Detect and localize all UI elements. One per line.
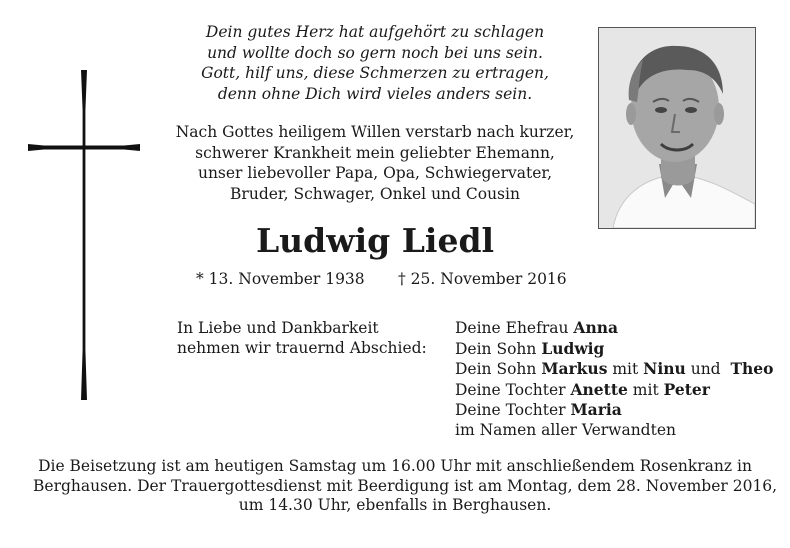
relation-text: Dein Sohn bbox=[455, 339, 542, 358]
connector-text: mit bbox=[627, 380, 664, 399]
connector-text: und bbox=[685, 360, 731, 378]
relative-name: Theo bbox=[730, 359, 774, 378]
relative-name: Peter bbox=[663, 379, 710, 399]
relative-name: Anna bbox=[573, 318, 619, 337]
family-line: im Namen aller Verwandten bbox=[455, 420, 676, 439]
announcement-line: Nach Gottes heiligem Willen verstarb nach kurzer, bbox=[175, 123, 575, 141]
service-line: Die Beisetzung ist am heutigen Samstag um 16.00 Uhr mit anschließendem Rosenkranz in bbox=[38, 457, 752, 475]
announcement-line: unser liebevoller Papa, Opa, Schwiegervater, bbox=[197, 164, 553, 182]
farewell-line: In Liebe und Dankbarkeit bbox=[177, 319, 379, 337]
death-announcement bbox=[160, 122, 590, 204]
relation-text: Dein Sohn bbox=[455, 360, 542, 378]
cross-icon bbox=[28, 70, 140, 400]
verse-line: denn ohne Dich wird vieles anders sein. bbox=[217, 84, 533, 103]
farewell-text bbox=[177, 318, 427, 358]
relative-name: Maria bbox=[570, 400, 622, 419]
service-line: Berghausen. Der Trauergottesdienst mit Beerdigung ist am Montag, dem 28. November 2016, bbox=[33, 476, 778, 495]
farewell-line: nehmen wir trauernd Abschied: bbox=[177, 339, 427, 357]
death-date: † 25. November 2016 bbox=[398, 270, 567, 288]
portrait-photo bbox=[598, 27, 756, 229]
relative-name: Ninu bbox=[643, 359, 686, 378]
family-line bbox=[455, 380, 773, 401]
service-line: um 14.30 Uhr, ebenfalls in Berghausen. bbox=[238, 496, 552, 514]
verse-line: und wollte doch so gern noch bei uns sein. bbox=[207, 43, 543, 62]
family-line bbox=[455, 339, 773, 360]
relative-name: Ludwig bbox=[541, 338, 605, 358]
deceased-name: Ludwig Liedl bbox=[255, 221, 495, 260]
announcement-line: schwerer Krankheit mein geliebter Ehemann, bbox=[195, 143, 555, 162]
connector-text: mit bbox=[607, 360, 644, 378]
family-line bbox=[455, 400, 773, 421]
relation-text: Deine Ehefrau bbox=[455, 319, 574, 337]
announcement-line: Bruder, Schwager, Onkel und Cousin bbox=[230, 184, 520, 203]
verse-line: Dein gutes Herz hat aufgehört zu schlagen bbox=[205, 23, 545, 41]
verse-line: Gott, hilf uns, diese Schmerzen zu ertragen, bbox=[201, 64, 549, 82]
relative-name: Markus bbox=[541, 359, 608, 378]
family-line bbox=[455, 318, 773, 339]
birth-date: * 13. November 1938 bbox=[196, 270, 365, 288]
relative-name: Anette bbox=[570, 379, 628, 399]
relation-text: Deine Tochter bbox=[455, 401, 571, 419]
family-list bbox=[455, 318, 773, 440]
memorial-verse bbox=[160, 22, 590, 104]
funeral-service-info bbox=[33, 457, 778, 516]
relation-text: Deine Tochter bbox=[455, 380, 571, 399]
family-line bbox=[455, 359, 773, 380]
